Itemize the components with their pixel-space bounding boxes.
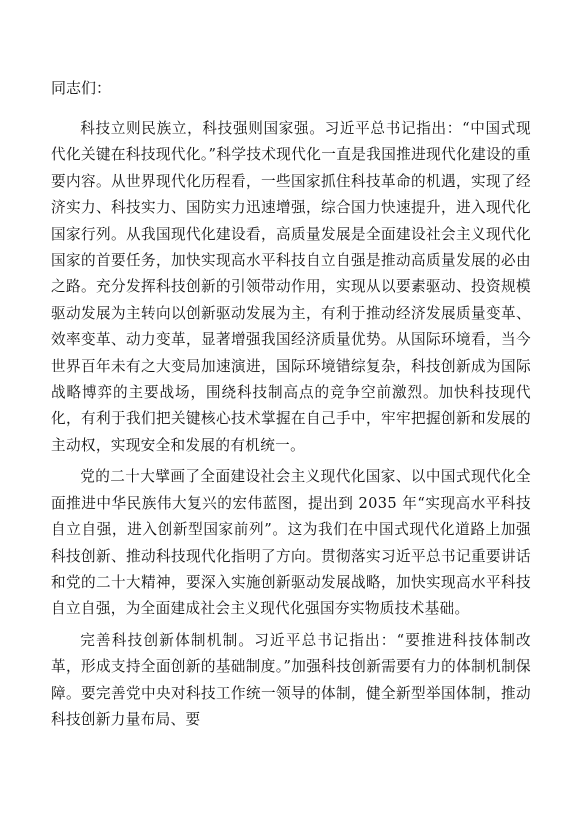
document-body [51,116,531,738]
paragraph-innovation-system-reform: 完善科技创新体制机制。习近平总书记指出：“要推进科技体制改革，形成支持全面创新的基础制度。”加强科技创新需要有力的体制机制保障。要完善党中央对科技工作统一领导的体制，健全新型举国体制，推动科技创新力量布局、要 [51,631,531,728]
salutation: 同志们： [51,79,112,97]
paragraph-twentieth-congress-blueprint: 党的二十大擘画了全面建设社会主义现代化国家、以中国式现代化全面推进中华民族伟大复兴的宏伟蓝图，提出到 2035 年“实现高水平科技自立自强，进入创新型国家前列”。这为我们在中国式现代化道路上加强科技创新、推动科技现代化指明了方向。贯彻落实习近平总书记重要讲话和党的二十大精神，要深入实施创新驱动发展战略，加快实现高水平科技自立自强，为全面建成社会主义现代化强国夯实物质技术基础。 [51,468,531,618]
paragraph-science-technology-importance: 科技立则民族立，科技强则国家强。习近平总书记指出：“中国式现代化关键在科技现代化。”科学技术现代化一直是我国推进现代化建设的重要内容。从世界现代化历程看，一些国家抓住科技革命的机遇，实现了经济实力、科技实力、国防实力迅速增强，综合国力快速提升，进入现代化国家行列。从我国现代化建设看，高质量发展是全面建设社会主义现代化国家的首要任务，加快实现高水平科技自立自强是推动高质量发展的必由之路。充分发挥科技创新的引领带动作用，实现从以要素驱动、投资规模驱动发展为主转向以创新驱动发展为主，有利于推动经济发展质量变革、效率变革、动力变革，显著增强我国经济质量优势。从国际环境看，当今世界百年未有之大变局加速演进，国际环境错综复杂，科技创新成为国际战略博弈的主要战场，围绕科技制高点的竞争空前激烈。加快科技现代化，有利于我们把关键核心技术掌握在自己手中，牢牢把握创新和发展的主动权，实现安全和发展的有机统一。 [51,120,531,454]
